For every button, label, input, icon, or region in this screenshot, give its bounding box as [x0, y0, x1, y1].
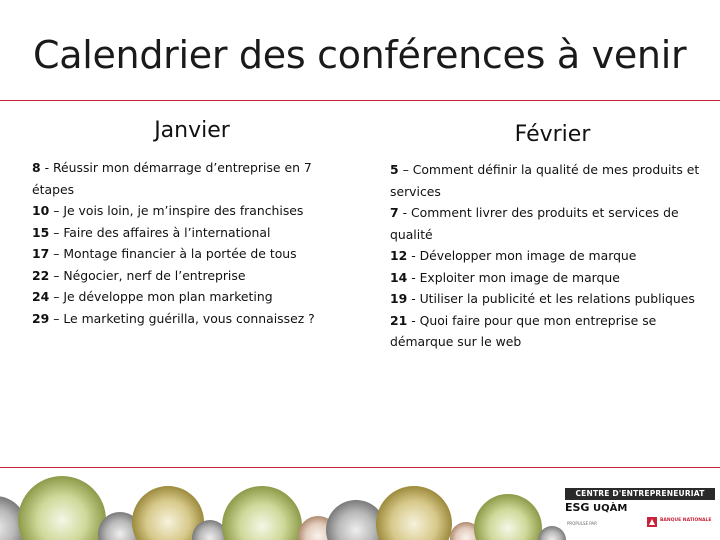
february-column — [390, 118, 715, 353]
item-text: - Utiliser la publicité et les relations publiques — [407, 291, 695, 306]
item-text: – Faire des affaires à l’international — [49, 224, 271, 240]
list-item — [32, 243, 352, 265]
logo-uqam: UQÀM — [592, 503, 628, 514]
item-number: 21 — [390, 312, 408, 328]
item-text: – Je vois loin, je m’inspire des franchises — [49, 203, 304, 218]
item-number: 24 — [32, 289, 50, 304]
logo-esg: ESG — [565, 501, 590, 514]
title-divider — [0, 100, 720, 101]
bank-name: BANQUE NATIONALE — [660, 518, 712, 523]
list-item — [390, 310, 715, 353]
logo-banner: CENTRE D'ENTREPRENEURIAT — [565, 488, 715, 500]
bank-logo-icon — [647, 517, 657, 527]
item-text: – Comment définir la qualité de mes produits et services — [390, 162, 700, 199]
item-text: – Négocier, nerf de l’entreprise — [49, 267, 246, 283]
list-item — [390, 202, 715, 245]
item-text: – Je développe mon plan marketing — [49, 289, 273, 304]
item-number: 14 — [390, 269, 408, 285]
list-item — [32, 286, 352, 308]
item-text: - Réussir mon démarrage d’entreprise en 7 étapes — [32, 160, 312, 197]
slide-title: Calendrier des conférences à venir — [33, 33, 687, 77]
list-item — [32, 200, 352, 222]
esg-uqam-logo — [565, 488, 715, 536]
list-item — [32, 265, 352, 287]
list-item — [32, 157, 352, 200]
list-item — [390, 267, 715, 289]
item-text: - Quoi faire pour que mon entreprise se démarque sur le web — [390, 312, 657, 349]
item-number: 17 — [32, 246, 50, 261]
item-number: 12 — [390, 248, 408, 263]
list-item — [32, 308, 352, 330]
item-number: 5 — [390, 162, 399, 177]
january-heading: Janvier — [154, 118, 230, 143]
logo-esg-uqam — [565, 501, 627, 515]
item-number: 29 — [32, 310, 50, 326]
item-text: – Montage financier à la portée de tous — [49, 246, 297, 261]
logo-sub: PROPULSÉ PAR — [567, 521, 597, 526]
january-column — [32, 118, 352, 329]
list-item — [390, 159, 715, 202]
list-item — [390, 245, 715, 267]
item-number: 8 — [32, 160, 41, 175]
item-number: 15 — [32, 224, 50, 240]
item-number: 19 — [390, 291, 408, 306]
february-heading: Février — [514, 122, 591, 147]
list-item — [32, 222, 352, 244]
item-text: - Comment livrer des produits et services de qualité — [390, 205, 679, 242]
item-text: - Développer mon image de marque — [407, 248, 637, 263]
item-text: – Le marketing guérilla, vous connaissez ? — [49, 310, 315, 326]
list-item — [390, 288, 715, 310]
item-number: 7 — [390, 205, 399, 220]
item-number: 10 — [32, 203, 50, 218]
item-number: 22 — [32, 267, 50, 283]
item-text: - Exploiter mon image de marque — [407, 269, 620, 285]
